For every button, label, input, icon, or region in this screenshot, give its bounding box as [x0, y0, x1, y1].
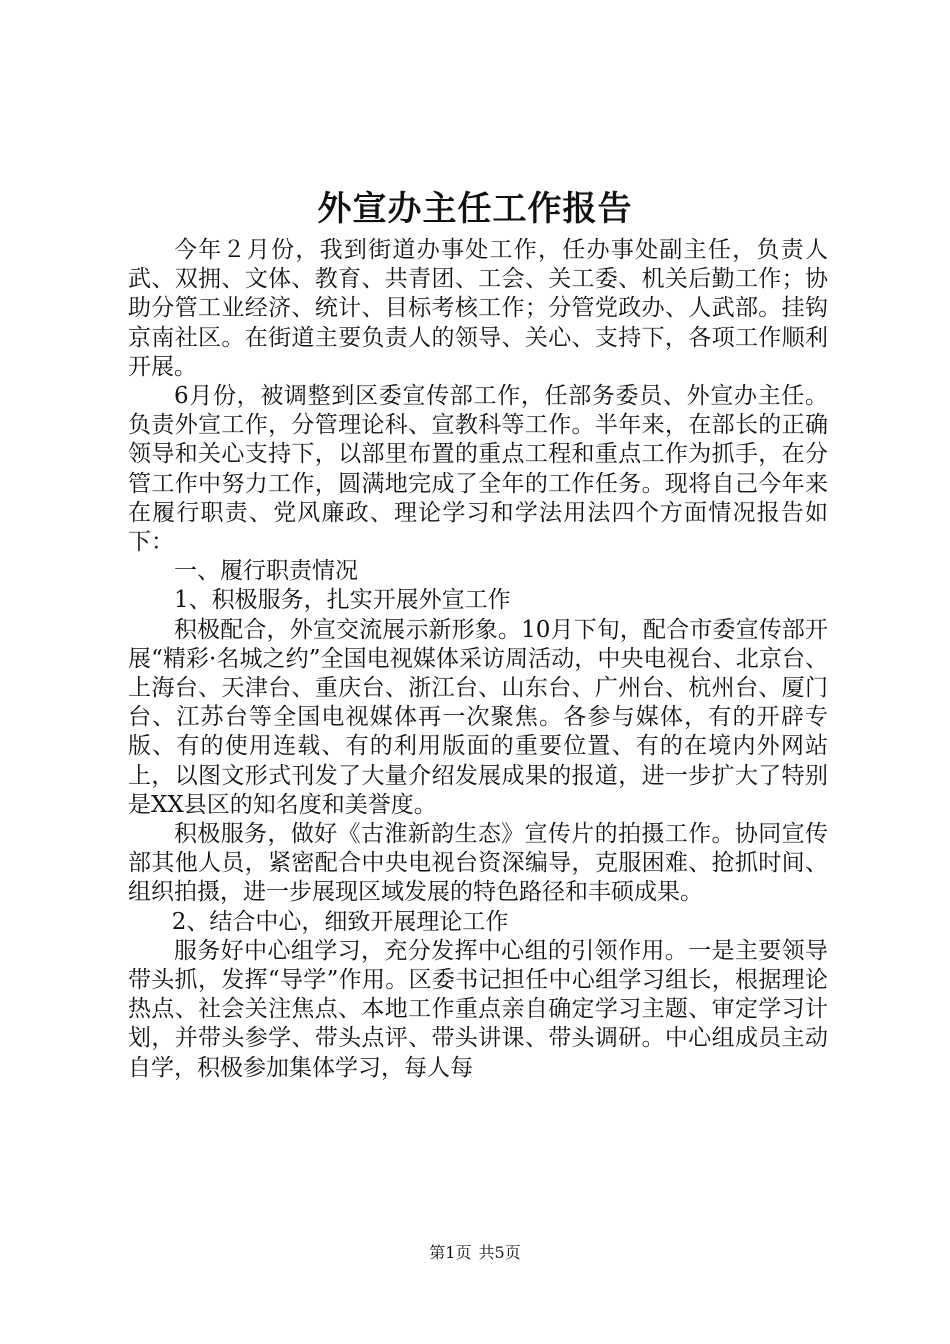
section-heading-duties: 一、履行职责情况 — [174, 558, 358, 585]
paragraph-intro: 今年２月份，我到街道办事处工作，任办事处副主任，负责人武、双拥、文体、教育、共青团、工会、关工委、机关后勤工作；协助分管工业经济、统计、目标考核工作；分管党政办、人武部。挂钩京南社区。在街道主要负责人的领导、关心、支持下，各项工作顺利开展。 — [128, 237, 828, 380]
paragraph-transfer: 6月份，被调整到区委宣传部工作，任部务委员、外宣办主任。负责外宣工作，分管理论科、宣教科等工作。半年来，在部长的正确领导和关心支持下，以部里布置的重点工程和重点工作为抓手，在分管工作中努力工作，圆满地完成了全年的工作任务。现将自己今年来在履行职责、党风廉政、理论学习和学法用法四个方面情况报告如下： — [128, 383, 828, 556]
subsection-heading-publicity: 1、积极服务，扎实开展外宣工作 — [174, 587, 511, 614]
page-footer — [0, 1242, 950, 1264]
page-number: 第1页 — [429, 1243, 472, 1262]
total-pages: 共5页 — [478, 1243, 521, 1262]
document-title: 外宣办主任工作报告 — [317, 189, 633, 229]
subsection-heading-theory: 2、结合中心，细致开展理论工作 — [171, 908, 509, 935]
document-body — [128, 236, 828, 1083]
paragraph-media-week: 积极配合，外宣交流展示新形象。10月下旬，配合市委宣传部开展“精彩·名城之约”全国电视媒体采访周活动，中央电视台、北京台、上海台、天津台、重庆台、浙江台、山东台、广州台、杭州台、厦门台、江苏台等全国电视媒体再一次聚焦。各参与媒体，有的开辟专版、有的使用连载、有的利用版面的重要位置、有的在境内外网站上，以图文形式刊发了大量介绍发展成果的报道，进一步扩大了特别是XX县区的知名度和美誉度。 — [128, 616, 828, 818]
paragraph-study-group: 服务好中心组学习，充分发挥中心组的引领作用。一是主要领导带头抓，发挥“导学”作用。区委书记担任中心组学习组长，根据理论热点、社会关注焦点、本地工作重点亲自确定学习主题、审定学习计划，并带头参学、带头点评、带头讲课、带头调研。中心组成员主动自学，积极参加集体学习，每人每 — [128, 937, 828, 1081]
paragraph-film-shooting: 积极服务，做好《古淮新韵生态》宣传片的拍摄工作。协同宣传部其他人员，紧密配合中央电视台资深编导，克服困难、抢抓时间、组织拍摄，进一步展现区域发展的特色路径和丰硕成果。 — [128, 821, 828, 906]
